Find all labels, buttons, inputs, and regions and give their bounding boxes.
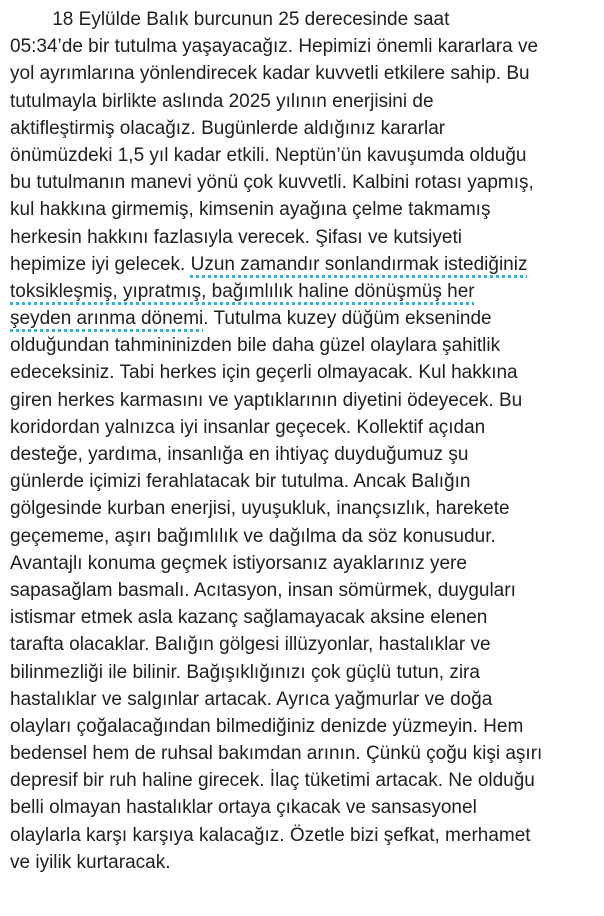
- text-segment: . Tutulma kuzey düğüm ekseninde: [203, 308, 492, 330]
- text-segment: istismar etmek asla kazanç sağlamayacak aksine elenen: [10, 607, 488, 629]
- text-segment: günlerde içimizi ferahlatacak bir tutulma. Ancak Balığın: [10, 471, 471, 493]
- text-line: [10, 713, 604, 740]
- text-line: [10, 767, 604, 794]
- text-segment: Avantajlı konuma geçmek istiyorsanız ayaklarınız yere: [10, 552, 467, 574]
- text-line: [10, 6, 604, 33]
- text-segment: edeceksiniz. Tabi herkes için geçerli olmayacak. Kul hakkına: [10, 362, 518, 384]
- text-segment: bilinmezliği ile bilinir. Bağışıklığınızı çok güçlü tutun, zira: [10, 661, 480, 683]
- text-segment: belli olmayan hastalıklar ortaya çıkacak ve sansasyonel: [10, 797, 477, 819]
- text-segment: gölgesinde kurban enerjisi, uyuşukluk, inançsızlık, harekete: [10, 498, 510, 520]
- text-line: [10, 305, 604, 332]
- text-line: [10, 251, 604, 278]
- text-segment: bedensel hem de ruhsal bakımdan arının. Çünkü çoğu kişi aşırı: [10, 743, 543, 765]
- text-line: [10, 169, 604, 196]
- text-segment: sapasağlam basmalı. Acıtasyon, insan sömürmek, duyguları: [10, 579, 516, 601]
- text-segment: bu tutulmanın manevi yönü çok kuvvetli. Kalbini rotası yapmış,: [10, 172, 534, 194]
- text-segment: depresif bir ruh haline girecek. İlaç tüketimi artacak. Ne olduğu: [10, 770, 535, 792]
- text-line: [10, 577, 604, 604]
- text-segment: geçememe, aşırı bağımlılık ve dağılma da söz konusudur.: [10, 525, 496, 547]
- text-line: [10, 359, 604, 386]
- text-line: [10, 686, 604, 713]
- text-line: [10, 523, 604, 550]
- text-line: [10, 849, 604, 876]
- text-line: [10, 414, 604, 441]
- text-segment: yol ayrımlarına yönlendirecek kadar kuvvetli etkilere sahip. Bu: [10, 63, 530, 85]
- article-text: [10, 6, 604, 876]
- highlighted-text[interactable]: şeyden arınma dönemi: [10, 308, 204, 330]
- text-segment: ve iyilik kurtaracak.: [10, 851, 171, 873]
- text-segment: 05:34’de bir tutulma yaşayacağız. Hepimizi önemli kararlara ve: [10, 36, 539, 58]
- text-segment: önümüzdeki 1,5 yıl kadar etkili. Neptün’ün kavuşumda olduğu: [10, 144, 527, 166]
- text-line: [10, 33, 604, 60]
- text-line: [10, 631, 604, 658]
- text-segment: koridordan yalnızca iyi insanlar geçecek. Kollektif açıdan: [10, 416, 486, 438]
- text-line: [10, 60, 604, 87]
- text-line: [10, 604, 604, 631]
- text-line: [10, 332, 604, 359]
- text-line: [10, 550, 604, 577]
- text-line: [10, 495, 604, 522]
- text-segment: olduğundan tahmininizden bile daha güzel olaylara şahitlik: [10, 335, 501, 357]
- text-line: [10, 224, 604, 251]
- text-line: [10, 142, 604, 169]
- text-line: [10, 441, 604, 468]
- text-line: [10, 278, 604, 305]
- text-segment: tarafta olacaklar. Balığın gölgesi illüzyonlar, hastalıklar ve: [10, 634, 491, 656]
- text-line: [10, 387, 604, 414]
- text-line: [10, 794, 604, 821]
- text-segment: olaylarla karşı karşıya kalacağız. Özetle bizi şefkat, merhamet: [10, 824, 531, 846]
- text-line: [10, 196, 604, 223]
- text-segment: giren herkes karmasını ve yaptıklarının diyetini ödeyecek. Bu: [10, 389, 523, 411]
- text-line: [10, 659, 604, 686]
- text-line: [10, 88, 604, 115]
- text-segment: desteğe, yardıma, insanlığa en ihtiyaç duyduğumuz şu: [10, 444, 469, 465]
- text-segment: aktifleştirmiş olacağız. Bugünlerde aldığınız kararlar: [10, 117, 446, 139]
- text-segment: tutulmayla birlikte aslında 2025 yılının enerjisini de: [10, 90, 434, 112]
- text-segment: hastalıklar ve salgınlar artacak. Ayrıca yağmurlar ve doğa: [10, 688, 493, 710]
- text-line: [10, 468, 604, 495]
- text-segment: kul hakkına girmemiş, kimsenin ayağına çelme takmamış: [10, 199, 491, 221]
- text-line: [10, 822, 604, 849]
- text-line: [10, 740, 604, 767]
- text-segment: 18 Eylülde Balık burcunun 25 derecesinde saat: [10, 9, 450, 30]
- text-segment: herkesin hakkını fazlasıyla verecek. Şifası ve kutsiyeti: [10, 226, 462, 248]
- highlighted-text[interactable]: Uzun zamandır sonlandırmak istediğiniz: [190, 253, 528, 275]
- text-line: [10, 115, 604, 142]
- text-segment: hepimize iyi gelecek.: [10, 253, 191, 275]
- text-segment: olayları çoğalacağından bilmediğiniz denizde yüzmeyin. Hem: [10, 715, 524, 737]
- highlighted-text[interactable]: toksikleşmiş, yıpratmış, bağımlılık haline dönüşmüş her: [10, 280, 475, 302]
